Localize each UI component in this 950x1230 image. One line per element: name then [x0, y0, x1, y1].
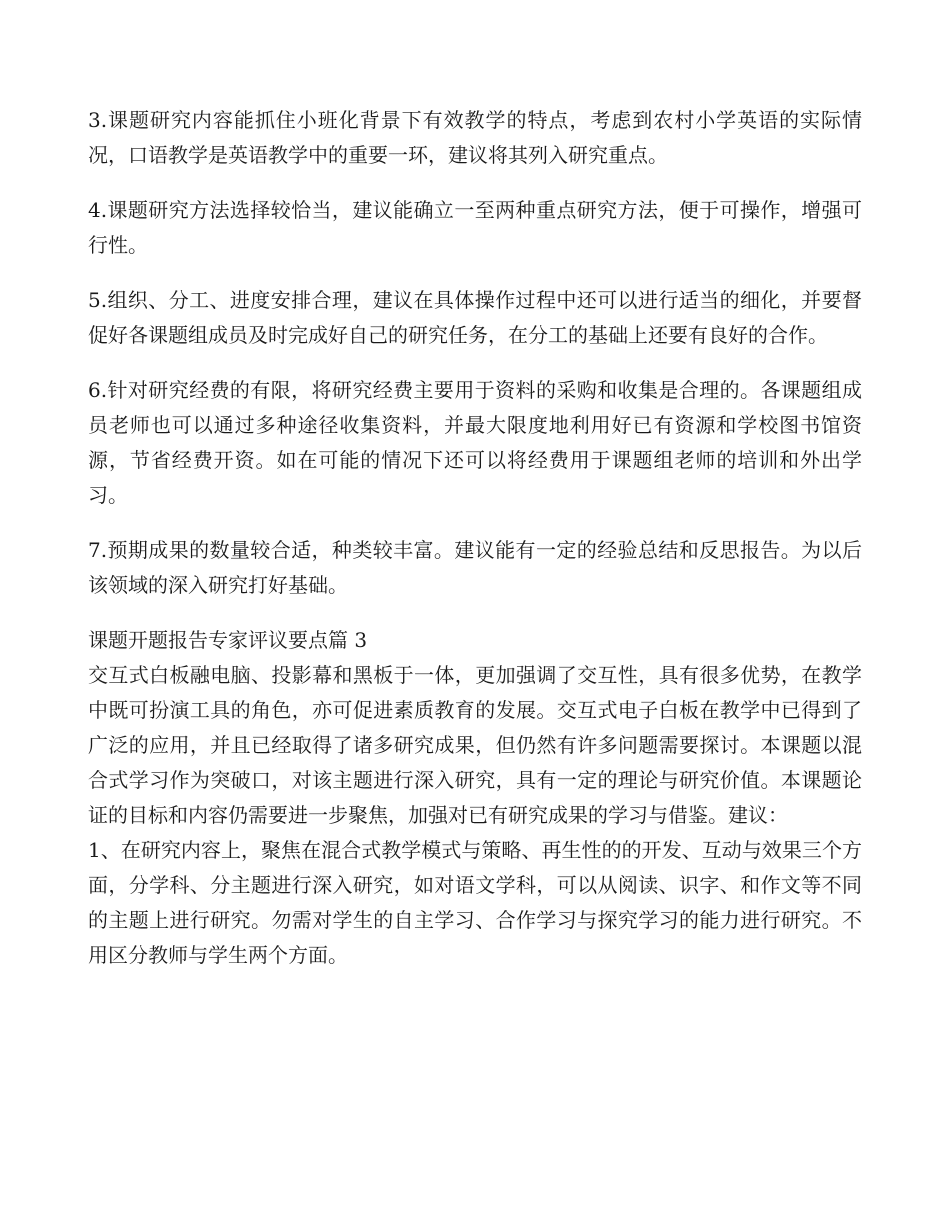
section-heading: 课题开题报告专家评议要点篇 3: [88, 628, 368, 652]
section-suggestion-1: 1、在研究内容上，聚焦在混合式教学模式与策略、再生性的的开发、互动与效果三个方面，分学科、分主题进行深入研究，如对语文学科，可以从阅读、识字、和作文等不同的主题上进行研究。勿需对学生的自主学习、合作学习与探究学习的能力进行研究。不用区分教师与学生两个方面。: [88, 838, 862, 967]
paragraph-item-4: 4.课题研究方法选择较恰当，建议能确立一至两种重点研究方法，便于可操作，增强可行性。: [88, 198, 862, 257]
paragraph-item-3: 3.课题研究内容能抓住小班化背景下有效教学的特点，考虑到农村小学英语的实际情况，口语教学是英语教学中的重要一环，建议将其列入研究重点。: [88, 108, 862, 167]
paragraph-item-5: 5.组织、分工、进度安排合理，建议在具体操作过程中还可以进行适当的细化，并要督促好各课题组成员及时完成好自己的研究任务，在分工的基础上还要有良好的合作。: [88, 288, 862, 347]
paragraph-item-7: 7.预期成果的数量较合适，种类较丰富。建议能有一定的经验总结和反思报告。为以后该领域的深入研究打好基础。: [88, 538, 862, 597]
section-intro-paragraph: 交互式白板融电脑、投影幕和黑板于一体，更加强调了交互性，具有很多优势，在教学中既可扮演工具的角色，亦可促进素质教育的发展。交互式电子白板在教学中已得到了广泛的应用，并且已经取得了诸多研究成果，但仍然有许多问题需要探讨。本课题以混合式学习作为突破口，对该主题进行深入研究，具有一定的理论与研究价值。本课题论证的目标和内容仍需要进一步聚焦，加强对已有研究成果的学习与借鉴。建议：: [88, 663, 862, 827]
paragraph-item-6: 6.针对研究经费的有限，将研究经费主要用于资料的采购和收集是合理的。各课题组成员老师也可以通过多种途径收集资料，并最大限度地利用好已有资源和学校图书馆资源，节省经费开资。如在可能的情况下还可以将经费用于课题组老师的培训和外出学习。: [88, 378, 862, 507]
